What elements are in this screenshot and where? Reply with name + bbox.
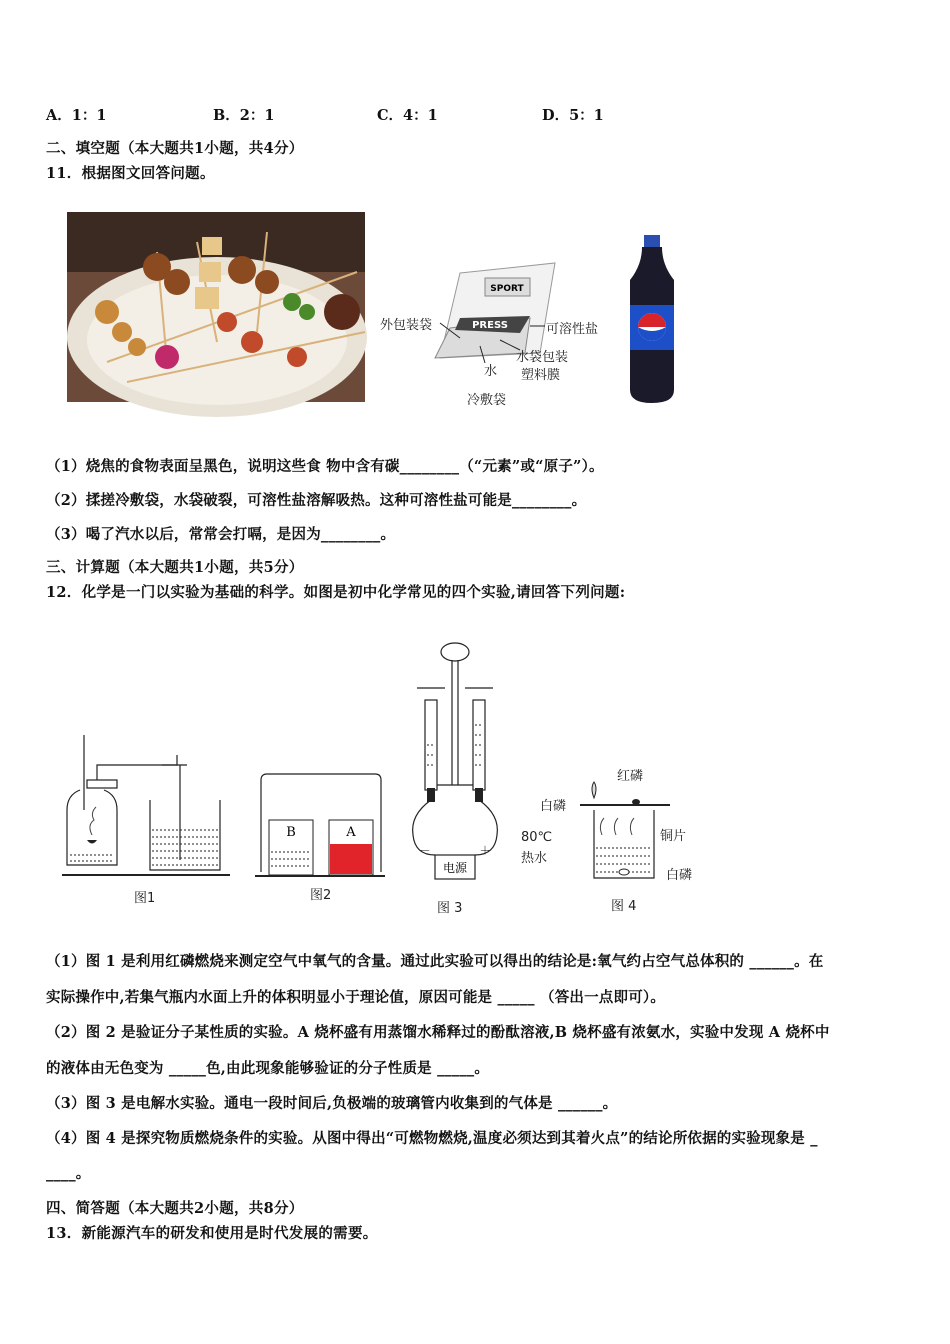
minus-label: － bbox=[419, 844, 431, 857]
label-soluble-salt: 可溶性盐 bbox=[546, 322, 599, 337]
q12-stem: 12．化学是一门以实验为基础的科学。如图是初中化学常见的四个实验,请回答下列问题: bbox=[46, 584, 626, 601]
option-b: B．2：1 bbox=[213, 107, 275, 124]
label-white-phosphorus-bottom: 白磷 bbox=[666, 868, 693, 883]
q12-line-6: （4）图 4 是探究物质燃烧条件的实验。从图中得出“可燃物燃烧,温度必须达到其着火点”的结论所依据的实验现象是 _ bbox=[46, 1130, 818, 1147]
section3-heading: 三、计算题（本大题共1小题，共5分） bbox=[46, 559, 304, 576]
q12-line-4: 的液体由无色变为 _____色,由此现象能够验证的分子性质是 _____。 bbox=[46, 1060, 490, 1077]
q11-item-3: （3）喝了汽水以后，常常会打嗝，是因为________。 bbox=[46, 526, 396, 543]
soda-bottle-image bbox=[622, 235, 682, 403]
q11-item-1: （1）烧焦的食物表面呈黑色，说明这些食 物中含有碳________（“元素”或“原子”）。 bbox=[46, 458, 604, 475]
label-outer-bag: 外包装袋 bbox=[380, 318, 433, 333]
option-d: D．5：1 bbox=[542, 107, 604, 124]
label-hot-water: 热水 bbox=[521, 851, 548, 866]
section2-heading: 二、填空题（本大题共1小题，共4分） bbox=[46, 140, 304, 157]
q13-stem: 13．新能源汽车的研发和使用是时代发展的需要。 bbox=[46, 1225, 378, 1242]
section4-heading: 四、简答题（本大题共2小题，共8分） bbox=[46, 1200, 304, 1217]
option-a: A．1：1 bbox=[46, 107, 107, 124]
label-water-bag: 水袋包装 bbox=[516, 350, 569, 365]
fig1-caption: 图1 bbox=[134, 891, 156, 906]
q11-item-2: （2）揉搓冷敷袋，水袋破裂，可溶性盐溶解吸热。这种可溶性盐可能是________。 bbox=[46, 492, 587, 509]
label-temp: 80℃ bbox=[521, 830, 553, 845]
fig4-caption: 图 4 bbox=[611, 899, 637, 914]
q12-line-7: ____。 bbox=[46, 1165, 91, 1182]
fig2-caption: 图2 bbox=[310, 888, 332, 903]
q12-line-1: （1）图 1 是利用红磷燃烧来测定空气中氧气的含量。通过此实验可以得出的结论是:氧气约占空气总体积的 ______。在 bbox=[46, 953, 824, 970]
cold-pack-press: PRESS bbox=[472, 320, 508, 331]
label-cold-pack: 冷敷袋 bbox=[467, 393, 507, 408]
power-label: 电源 bbox=[442, 861, 468, 875]
figure-3-electrolysis bbox=[405, 640, 505, 890]
food-skewers-image bbox=[67, 212, 365, 402]
label-water: 水 bbox=[484, 364, 498, 379]
plus-label: ＋ bbox=[479, 844, 491, 857]
cold-pack-brand: SPORT bbox=[490, 284, 524, 294]
label-white-phosphorus-top: 白磷 bbox=[540, 799, 567, 814]
label-red-phosphorus: 红磷 bbox=[617, 769, 644, 784]
q12-line-5: （3）图 3 是电解水实验。通电一段时间后,负极端的玻璃管内收集到的气体是 ______。 bbox=[46, 1095, 618, 1112]
fig3-caption: 图 3 bbox=[437, 901, 463, 916]
figure-2-apparatus bbox=[255, 772, 385, 880]
option-c: C．4：1 bbox=[377, 107, 438, 124]
figure-4-combustion bbox=[580, 780, 670, 885]
q11-stem: 11．根据图文回答问题。 bbox=[46, 165, 215, 182]
q12-line-2: 实际操作中,若集气瓶内水面上升的体积明显小于理论值，原因可能是 _____ （答出一点即可）。 bbox=[46, 989, 666, 1006]
label-copper-sheet: 铜片 bbox=[660, 829, 687, 844]
q12-line-3: （2）图 2 是验证分子某性质的实验。A 烧杯盛有用蒸馏水稀释过的酚酞溶液,B 烧杯盛有浓氨水，实验中发现 A 烧杯中 bbox=[46, 1024, 830, 1041]
label-plastic-film: 塑料膜 bbox=[521, 368, 561, 383]
beaker-b-label: B bbox=[286, 825, 296, 840]
beaker-a-label: A bbox=[346, 825, 356, 840]
figure-1-apparatus bbox=[62, 735, 232, 880]
